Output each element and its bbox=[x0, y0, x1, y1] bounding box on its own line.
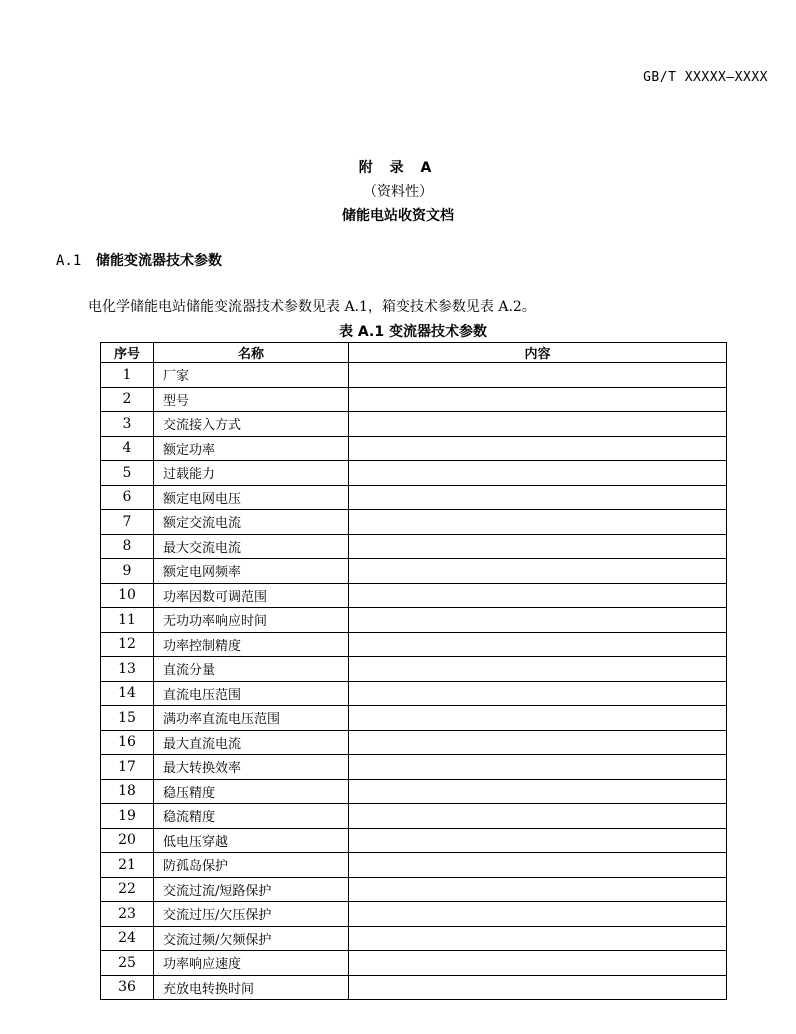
row-content bbox=[349, 681, 727, 706]
row-name: 额定电网电压 bbox=[154, 485, 349, 510]
row-seq: 13 bbox=[101, 657, 154, 682]
row-content bbox=[349, 363, 727, 388]
row-seq: 17 bbox=[101, 755, 154, 780]
row-content bbox=[349, 779, 727, 804]
table-row bbox=[101, 436, 727, 461]
row-content bbox=[349, 387, 727, 412]
table-row bbox=[101, 902, 727, 927]
row-name: 无功功率响应时间 bbox=[154, 608, 349, 633]
row-name: 型号 bbox=[154, 387, 349, 412]
table-row bbox=[101, 779, 727, 804]
row-seq: 21 bbox=[101, 853, 154, 878]
row-content bbox=[349, 412, 727, 437]
table-row bbox=[101, 608, 727, 633]
row-content bbox=[349, 730, 727, 755]
table-row bbox=[101, 632, 727, 657]
row-seq: 1 bbox=[101, 363, 154, 388]
header-name: 名称 bbox=[154, 343, 349, 363]
row-name: 交流过频/欠频保护 bbox=[154, 926, 349, 951]
row-name: 最大直流电流 bbox=[154, 730, 349, 755]
row-seq: 15 bbox=[101, 706, 154, 731]
row-seq: 2 bbox=[101, 387, 154, 412]
row-seq: 36 bbox=[101, 975, 154, 1000]
row-content bbox=[349, 755, 727, 780]
row-seq: 23 bbox=[101, 902, 154, 927]
table-row bbox=[101, 461, 727, 486]
row-name: 直流电压范围 bbox=[154, 681, 349, 706]
table-row bbox=[101, 877, 727, 902]
table-row bbox=[101, 706, 727, 731]
header-content: 内容 bbox=[349, 343, 727, 363]
row-seq: 8 bbox=[101, 534, 154, 559]
row-content bbox=[349, 902, 727, 927]
row-content bbox=[349, 608, 727, 633]
row-seq: 10 bbox=[101, 583, 154, 608]
row-content bbox=[349, 510, 727, 535]
table-row bbox=[101, 559, 727, 584]
row-name: 额定功率 bbox=[154, 436, 349, 461]
table-header-row bbox=[101, 343, 727, 363]
row-name: 功率控制精度 bbox=[154, 632, 349, 657]
row-seq: 11 bbox=[101, 608, 154, 633]
row-seq: 3 bbox=[101, 412, 154, 437]
row-name: 满功率直流电压范围 bbox=[154, 706, 349, 731]
section-number: A.1 bbox=[56, 253, 82, 269]
appendix-nature: （资料性） bbox=[363, 184, 433, 200]
row-content bbox=[349, 534, 727, 559]
row-content bbox=[349, 436, 727, 461]
row-seq: 22 bbox=[101, 877, 154, 902]
row-content bbox=[349, 975, 727, 1000]
table-row bbox=[101, 730, 727, 755]
row-content bbox=[349, 461, 727, 486]
row-seq: 14 bbox=[101, 681, 154, 706]
row-name: 低电压穿越 bbox=[154, 828, 349, 853]
row-seq: 7 bbox=[101, 510, 154, 535]
row-name: 稳压精度 bbox=[154, 779, 349, 804]
row-seq: 4 bbox=[101, 436, 154, 461]
row-content bbox=[349, 583, 727, 608]
row-name: 直流分量 bbox=[154, 657, 349, 682]
table-row bbox=[101, 804, 727, 829]
row-name: 稳流精度 bbox=[154, 804, 349, 829]
table-row bbox=[101, 975, 727, 1000]
row-name: 功率因数可调范围 bbox=[154, 583, 349, 608]
row-seq: 12 bbox=[101, 632, 154, 657]
row-name: 功率响应速度 bbox=[154, 951, 349, 976]
row-content bbox=[349, 632, 727, 657]
row-name: 防孤岛保护 bbox=[154, 853, 349, 878]
section-title: 储能变流器技术参数 bbox=[96, 253, 222, 269]
row-name: 最大交流电流 bbox=[154, 534, 349, 559]
table-row bbox=[101, 657, 727, 682]
table-row bbox=[101, 412, 727, 437]
table-row bbox=[101, 755, 727, 780]
row-name: 过载能力 bbox=[154, 461, 349, 486]
table-row bbox=[101, 583, 727, 608]
row-seq: 9 bbox=[101, 559, 154, 584]
row-name: 额定交流电流 bbox=[154, 510, 349, 535]
row-seq: 20 bbox=[101, 828, 154, 853]
row-name: 厂家 bbox=[154, 363, 349, 388]
table-row bbox=[101, 510, 727, 535]
table-caption: 表 A.1 变流器技术参数 bbox=[339, 324, 487, 340]
row-seq: 25 bbox=[101, 951, 154, 976]
intro-paragraph: 电化学储能电站储能变流器技术参数见表 A.1，箱变技术参数见表 A.2。 bbox=[88, 299, 536, 315]
row-name: 充放电转换时间 bbox=[154, 975, 349, 1000]
row-content bbox=[349, 559, 727, 584]
row-seq: 5 bbox=[101, 461, 154, 486]
appendix-heading bbox=[0, 156, 796, 228]
section-heading bbox=[56, 250, 222, 270]
row-name: 交流过压/欠压保护 bbox=[154, 902, 349, 927]
appendix-name: 储能电站收资文档 bbox=[342, 208, 454, 224]
row-content bbox=[349, 853, 727, 878]
row-content bbox=[349, 951, 727, 976]
row-content bbox=[349, 485, 727, 510]
row-name: 交流过流/短路保护 bbox=[154, 877, 349, 902]
row-content bbox=[349, 804, 727, 829]
row-content bbox=[349, 657, 727, 682]
table-row bbox=[101, 853, 727, 878]
row-seq: 18 bbox=[101, 779, 154, 804]
row-content bbox=[349, 877, 727, 902]
table-row bbox=[101, 534, 727, 559]
table-row bbox=[101, 926, 727, 951]
row-seq: 16 bbox=[101, 730, 154, 755]
row-name: 交流接入方式 bbox=[154, 412, 349, 437]
row-content bbox=[349, 828, 727, 853]
row-seq: 24 bbox=[101, 926, 154, 951]
table-row bbox=[101, 828, 727, 853]
row-name: 额定电网频率 bbox=[154, 559, 349, 584]
header-seq: 序号 bbox=[101, 343, 154, 363]
table-row bbox=[101, 485, 727, 510]
appendix-title: 附 录 A bbox=[358, 160, 438, 176]
table-row bbox=[101, 681, 727, 706]
table-row bbox=[101, 363, 727, 388]
parameters-table bbox=[100, 342, 727, 1000]
row-content bbox=[349, 706, 727, 731]
standard-code: GB/T XXXXX—XXXX bbox=[643, 70, 768, 85]
table-row bbox=[101, 951, 727, 976]
row-seq: 19 bbox=[101, 804, 154, 829]
row-content bbox=[349, 926, 727, 951]
row-seq: 6 bbox=[101, 485, 154, 510]
table-row bbox=[101, 387, 727, 412]
row-name: 最大转换效率 bbox=[154, 755, 349, 780]
